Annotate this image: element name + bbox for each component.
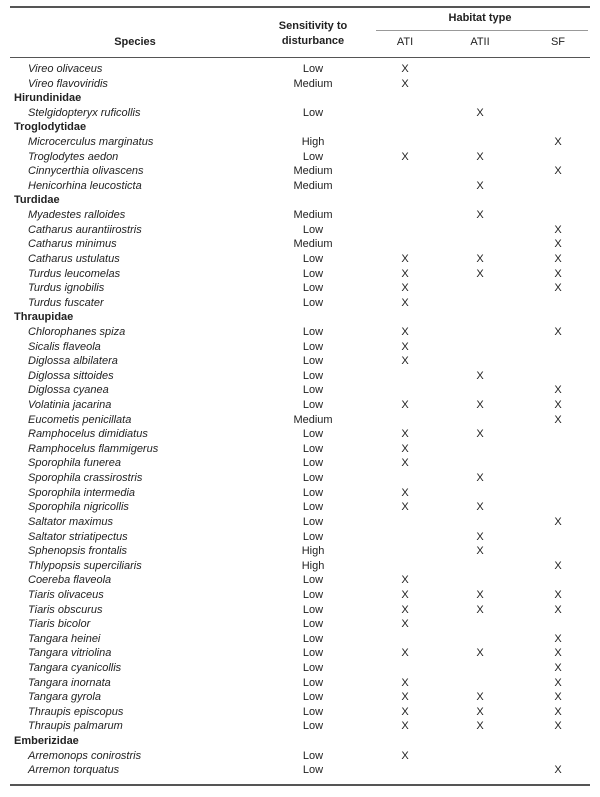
table-row	[0, 77, 600, 92]
habitat-mark-ati: X	[401, 252, 409, 265]
species-name: Sicalis flaveola	[28, 340, 101, 353]
habitat-mark-atii: X	[476, 691, 484, 704]
species-name: Tiaris obscurus	[28, 603, 103, 616]
habitat-mark-atii: X	[476, 545, 484, 558]
sensitivity-value: Low	[302, 603, 324, 616]
habitat-mark-sf: X	[554, 399, 562, 412]
species-name: Tiaris olivaceus	[28, 588, 104, 601]
habitat-mark-sf: X	[554, 764, 562, 777]
sensitivity-value: Low	[302, 530, 324, 543]
sensitivity-value: Low	[302, 501, 324, 514]
species-name: Chlorophanes spiza	[28, 325, 126, 338]
habitat-mark-ati: X	[401, 749, 409, 762]
species-name: Diglossa cyanea	[28, 384, 109, 397]
sensitivity-value: Low	[302, 705, 324, 718]
habitat-mark-atii: X	[476, 399, 484, 412]
table-row	[0, 208, 600, 223]
habitat-mark-sf: X	[554, 165, 562, 178]
species-name: Turdus leucomelas	[28, 267, 121, 280]
table-row	[0, 296, 600, 311]
table-row	[0, 544, 600, 559]
species-name: Catharus aurantiirostris	[28, 223, 142, 236]
table-row	[0, 369, 600, 384]
habitat-mark-sf: X	[554, 515, 562, 528]
sensitivity-value: Low	[302, 399, 324, 412]
species-name: Microcerculus marginatus	[28, 136, 154, 149]
habitat-mark-ati: X	[401, 428, 409, 441]
species-name: Turdus ignobilis	[28, 282, 105, 295]
table-row	[0, 383, 600, 398]
species-name: Ramphocelus dimidiatus	[28, 428, 148, 441]
sensitivity-value: Low	[302, 588, 324, 601]
table-row	[0, 500, 600, 515]
sensitivity-value: Low	[302, 764, 324, 777]
habitat-mark-ati: X	[401, 355, 409, 368]
sensitivity-value: Low	[302, 106, 324, 119]
habitat-mark-sf: X	[554, 325, 562, 338]
habitat-mark-ati: X	[401, 647, 409, 660]
habitat-mark-ati: X	[401, 705, 409, 718]
table-row	[0, 281, 600, 296]
habitat-mark-atii: X	[476, 267, 484, 280]
header-species: Species	[114, 36, 156, 48]
species-name: Tiaris bicolor	[28, 618, 91, 631]
species-name: Stelgidopteryx ruficollis	[28, 106, 141, 119]
header-habitat-type: Habitat type	[448, 12, 512, 24]
species-name: Henicorhina leucosticta	[28, 179, 142, 192]
table-row	[0, 237, 600, 252]
table-row	[0, 150, 600, 165]
table-row	[0, 427, 600, 442]
species-name: Sporophila funerea	[28, 457, 121, 470]
sensitivity-value: Low	[302, 267, 324, 280]
habitat-mark-ati: X	[401, 486, 409, 499]
species-name: Catharus minimus	[28, 238, 117, 251]
table-row	[0, 252, 600, 267]
sensitivity-value: Medium	[293, 209, 333, 222]
sensitivity-value: Medium	[293, 413, 333, 426]
sensitivity-value: Low	[302, 457, 324, 470]
table-row	[0, 646, 600, 661]
habitat-mark-ati: X	[401, 588, 409, 601]
habitat-mark-atii: X	[476, 179, 484, 192]
habitat-mark-atii: X	[476, 252, 484, 265]
table-row	[0, 661, 600, 676]
table-row	[0, 763, 600, 778]
table-row	[0, 603, 600, 618]
sensitivity-value: Low	[302, 325, 324, 338]
table-row	[0, 106, 600, 121]
bottom-rule	[10, 784, 590, 786]
sensitivity-value: Low	[302, 661, 324, 674]
family-name: Turdidae	[14, 194, 60, 207]
table-row	[0, 632, 600, 647]
table-row	[0, 690, 600, 705]
habitat-mark-ati: X	[401, 720, 409, 733]
sensitivity-value: Low	[302, 223, 324, 236]
habitat-rule	[376, 30, 588, 31]
habitat-mark-sf: X	[554, 136, 562, 149]
sensitivity-value: Low	[302, 618, 324, 631]
table-row	[0, 267, 600, 282]
habitat-mark-sf: X	[554, 267, 562, 280]
family-name: Hirundinidae	[14, 92, 82, 105]
top-rule	[10, 6, 590, 8]
header-sf: SF	[550, 36, 566, 48]
table-row	[0, 515, 600, 530]
habitat-mark-sf: X	[554, 238, 562, 251]
table-row	[0, 354, 600, 369]
habitat-mark-sf: X	[554, 676, 562, 689]
family-name: Thraupidae	[14, 311, 74, 324]
habitat-mark-ati: X	[401, 282, 409, 295]
table-row	[0, 573, 600, 588]
habitat-mark-atii: X	[476, 106, 484, 119]
table-row	[0, 442, 600, 457]
habitat-mark-atii: X	[476, 369, 484, 382]
header-ati: ATI	[396, 36, 414, 48]
habitat-mark-sf: X	[554, 647, 562, 660]
sensitivity-value: Low	[302, 676, 324, 689]
habitat-mark-atii: X	[476, 647, 484, 660]
habitat-mark-atii: X	[476, 720, 484, 733]
sensitivity-value: Low	[302, 384, 324, 397]
habitat-mark-atii: X	[476, 501, 484, 514]
species-name: Saltator maximus	[28, 515, 113, 528]
family-row	[0, 193, 600, 208]
species-name: Myadestes ralloides	[28, 209, 126, 222]
habitat-mark-ati: X	[401, 63, 409, 75]
family-row	[0, 91, 600, 106]
species-name: Sporophila intermedia	[28, 486, 136, 499]
species-name: Thraupis palmarum	[28, 720, 123, 733]
table-row	[0, 456, 600, 471]
habitat-mark-ati: X	[401, 457, 409, 470]
species-name: Tangara vitriolina	[28, 647, 112, 660]
habitat-mark-sf: X	[554, 413, 562, 426]
table-body	[0, 62, 600, 778]
habitat-mark-ati: X	[401, 574, 409, 587]
habitat-mark-ati: X	[401, 603, 409, 616]
habitat-mark-ati: X	[401, 399, 409, 412]
species-name: Tangara cyanicollis	[28, 661, 122, 674]
sensitivity-value: Low	[302, 252, 324, 265]
header-sensitivity-line1: Sensitivity to	[278, 20, 348, 32]
sensitivity-value: Low	[302, 574, 324, 587]
habitat-mark-atii: X	[476, 150, 484, 163]
habitat-mark-sf: X	[554, 282, 562, 295]
sensitivity-value: Low	[302, 472, 324, 485]
header-atii: ATII	[470, 36, 490, 48]
sensitivity-value: Medium	[293, 238, 333, 251]
habitat-mark-ati: X	[401, 676, 409, 689]
habitat-mark-sf: X	[554, 223, 562, 236]
sensitivity-value: Low	[302, 63, 324, 75]
habitat-mark-atii: X	[476, 472, 484, 485]
species-name: Thlypopsis superciliaris	[28, 559, 142, 572]
header-sensitivity-line2: disturbance	[281, 35, 345, 47]
habitat-mark-sf: X	[554, 588, 562, 601]
species-name: Tangara inornata	[28, 676, 111, 689]
species-name: Saltator striatipectus	[28, 530, 128, 543]
habitat-mark-sf: X	[554, 559, 562, 572]
table-row	[0, 617, 600, 632]
sensitivity-value: Low	[302, 355, 324, 368]
table-row	[0, 588, 600, 603]
species-name: Sphenopsis frontalis	[28, 545, 128, 558]
sensitivity-value: Low	[302, 720, 324, 733]
sensitivity-value: Low	[302, 369, 324, 382]
species-name: Sporophila nigricollis	[28, 501, 129, 514]
sensitivity-value: Low	[302, 749, 324, 762]
table-row	[0, 135, 600, 150]
habitat-mark-ati: X	[401, 296, 409, 309]
sensitivity-value: Medium	[293, 179, 333, 192]
habitat-mark-sf: X	[554, 691, 562, 704]
species-name: Tangara heinei	[28, 632, 101, 645]
sensitivity-value: Medium	[293, 165, 333, 178]
sensitivity-value: Low	[302, 428, 324, 441]
table-row	[0, 398, 600, 413]
sensitivity-value: Medium	[293, 77, 333, 90]
family-row	[0, 120, 600, 135]
species-name: Vireo flavoviridis	[28, 77, 108, 90]
species-name: Eucometis penicillata	[28, 413, 132, 426]
sensitivity-value: Low	[302, 296, 324, 309]
species-name: Volatinia jacarina	[28, 399, 112, 412]
species-name: Coereba flaveola	[28, 574, 112, 587]
habitat-mark-ati: X	[401, 340, 409, 353]
table-row	[0, 486, 600, 501]
species-name: Arremon torquatus	[28, 764, 120, 777]
table-row	[0, 705, 600, 720]
habitat-mark-sf: X	[554, 661, 562, 674]
habitat-mark-ati: X	[401, 442, 409, 455]
table-row	[0, 62, 600, 77]
habitat-mark-sf: X	[554, 720, 562, 733]
species-name: Sporophila crassirostris	[28, 472, 143, 485]
sensitivity-value: High	[301, 545, 325, 558]
family-row	[0, 310, 600, 325]
sensitivity-value: High	[301, 136, 325, 149]
species-name: Ramphocelus flammigerus	[28, 442, 159, 455]
species-name: Troglodytes aedon	[28, 150, 119, 163]
sensitivity-value: Low	[302, 282, 324, 295]
species-name: Catharus ustulatus	[28, 252, 120, 265]
habitat-mark-atii: X	[476, 209, 484, 222]
sensitivity-value: High	[301, 559, 325, 572]
sensitivity-value: Low	[302, 486, 324, 499]
habitat-mark-sf: X	[554, 705, 562, 718]
table-row	[0, 559, 600, 574]
table-row	[0, 223, 600, 238]
table-row	[0, 719, 600, 734]
species-name: Tangara gyrola	[28, 691, 101, 704]
species-name: Diglossa sittoides	[28, 369, 114, 382]
habitat-mark-atii: X	[476, 530, 484, 543]
species-name: Arremonops conirostris	[28, 749, 142, 762]
habitat-mark-atii: X	[476, 428, 484, 441]
species-name: Vireo olivaceus	[28, 63, 103, 75]
habitat-mark-atii: X	[476, 588, 484, 601]
habitat-mark-sf: X	[554, 384, 562, 397]
table-row	[0, 413, 600, 428]
species-name: Diglossa albilatera	[28, 355, 118, 368]
family-row	[0, 734, 600, 749]
sensitivity-value: Low	[302, 691, 324, 704]
family-name: Troglodytidae	[14, 121, 87, 134]
sensitivity-value: Low	[302, 442, 324, 455]
table-row	[0, 676, 600, 691]
habitat-mark-ati: X	[401, 267, 409, 280]
species-name: Cinnycerthia olivascens	[28, 165, 144, 178]
species-name: Turdus fuscater	[28, 296, 104, 309]
habitat-mark-sf: X	[554, 603, 562, 616]
habitat-mark-atii: X	[476, 705, 484, 718]
habitat-mark-ati: X	[401, 501, 409, 514]
habitat-mark-ati: X	[401, 691, 409, 704]
sensitivity-value: Low	[302, 515, 324, 528]
habitat-mark-ati: X	[401, 618, 409, 631]
family-name: Emberizidae	[14, 735, 79, 748]
sensitivity-value: Low	[302, 150, 324, 163]
table-row	[0, 164, 600, 179]
table-row	[0, 530, 600, 545]
habitat-mark-ati: X	[401, 150, 409, 163]
sensitivity-value: Low	[302, 340, 324, 353]
table-row	[0, 325, 600, 340]
sensitivity-value: Low	[302, 647, 324, 660]
habitat-mark-ati: X	[401, 77, 409, 90]
habitat-mark-atii: X	[476, 603, 484, 616]
sensitivity-value: Low	[302, 632, 324, 645]
table-row	[0, 471, 600, 486]
header-rule	[10, 57, 590, 58]
habitat-mark-sf: X	[554, 252, 562, 265]
table-row	[0, 179, 600, 194]
habitat-mark-sf: X	[554, 632, 562, 645]
species-name: Thraupis episcopus	[28, 705, 124, 718]
table-row	[0, 340, 600, 355]
habitat-mark-ati: X	[401, 325, 409, 338]
table-row	[0, 749, 600, 764]
